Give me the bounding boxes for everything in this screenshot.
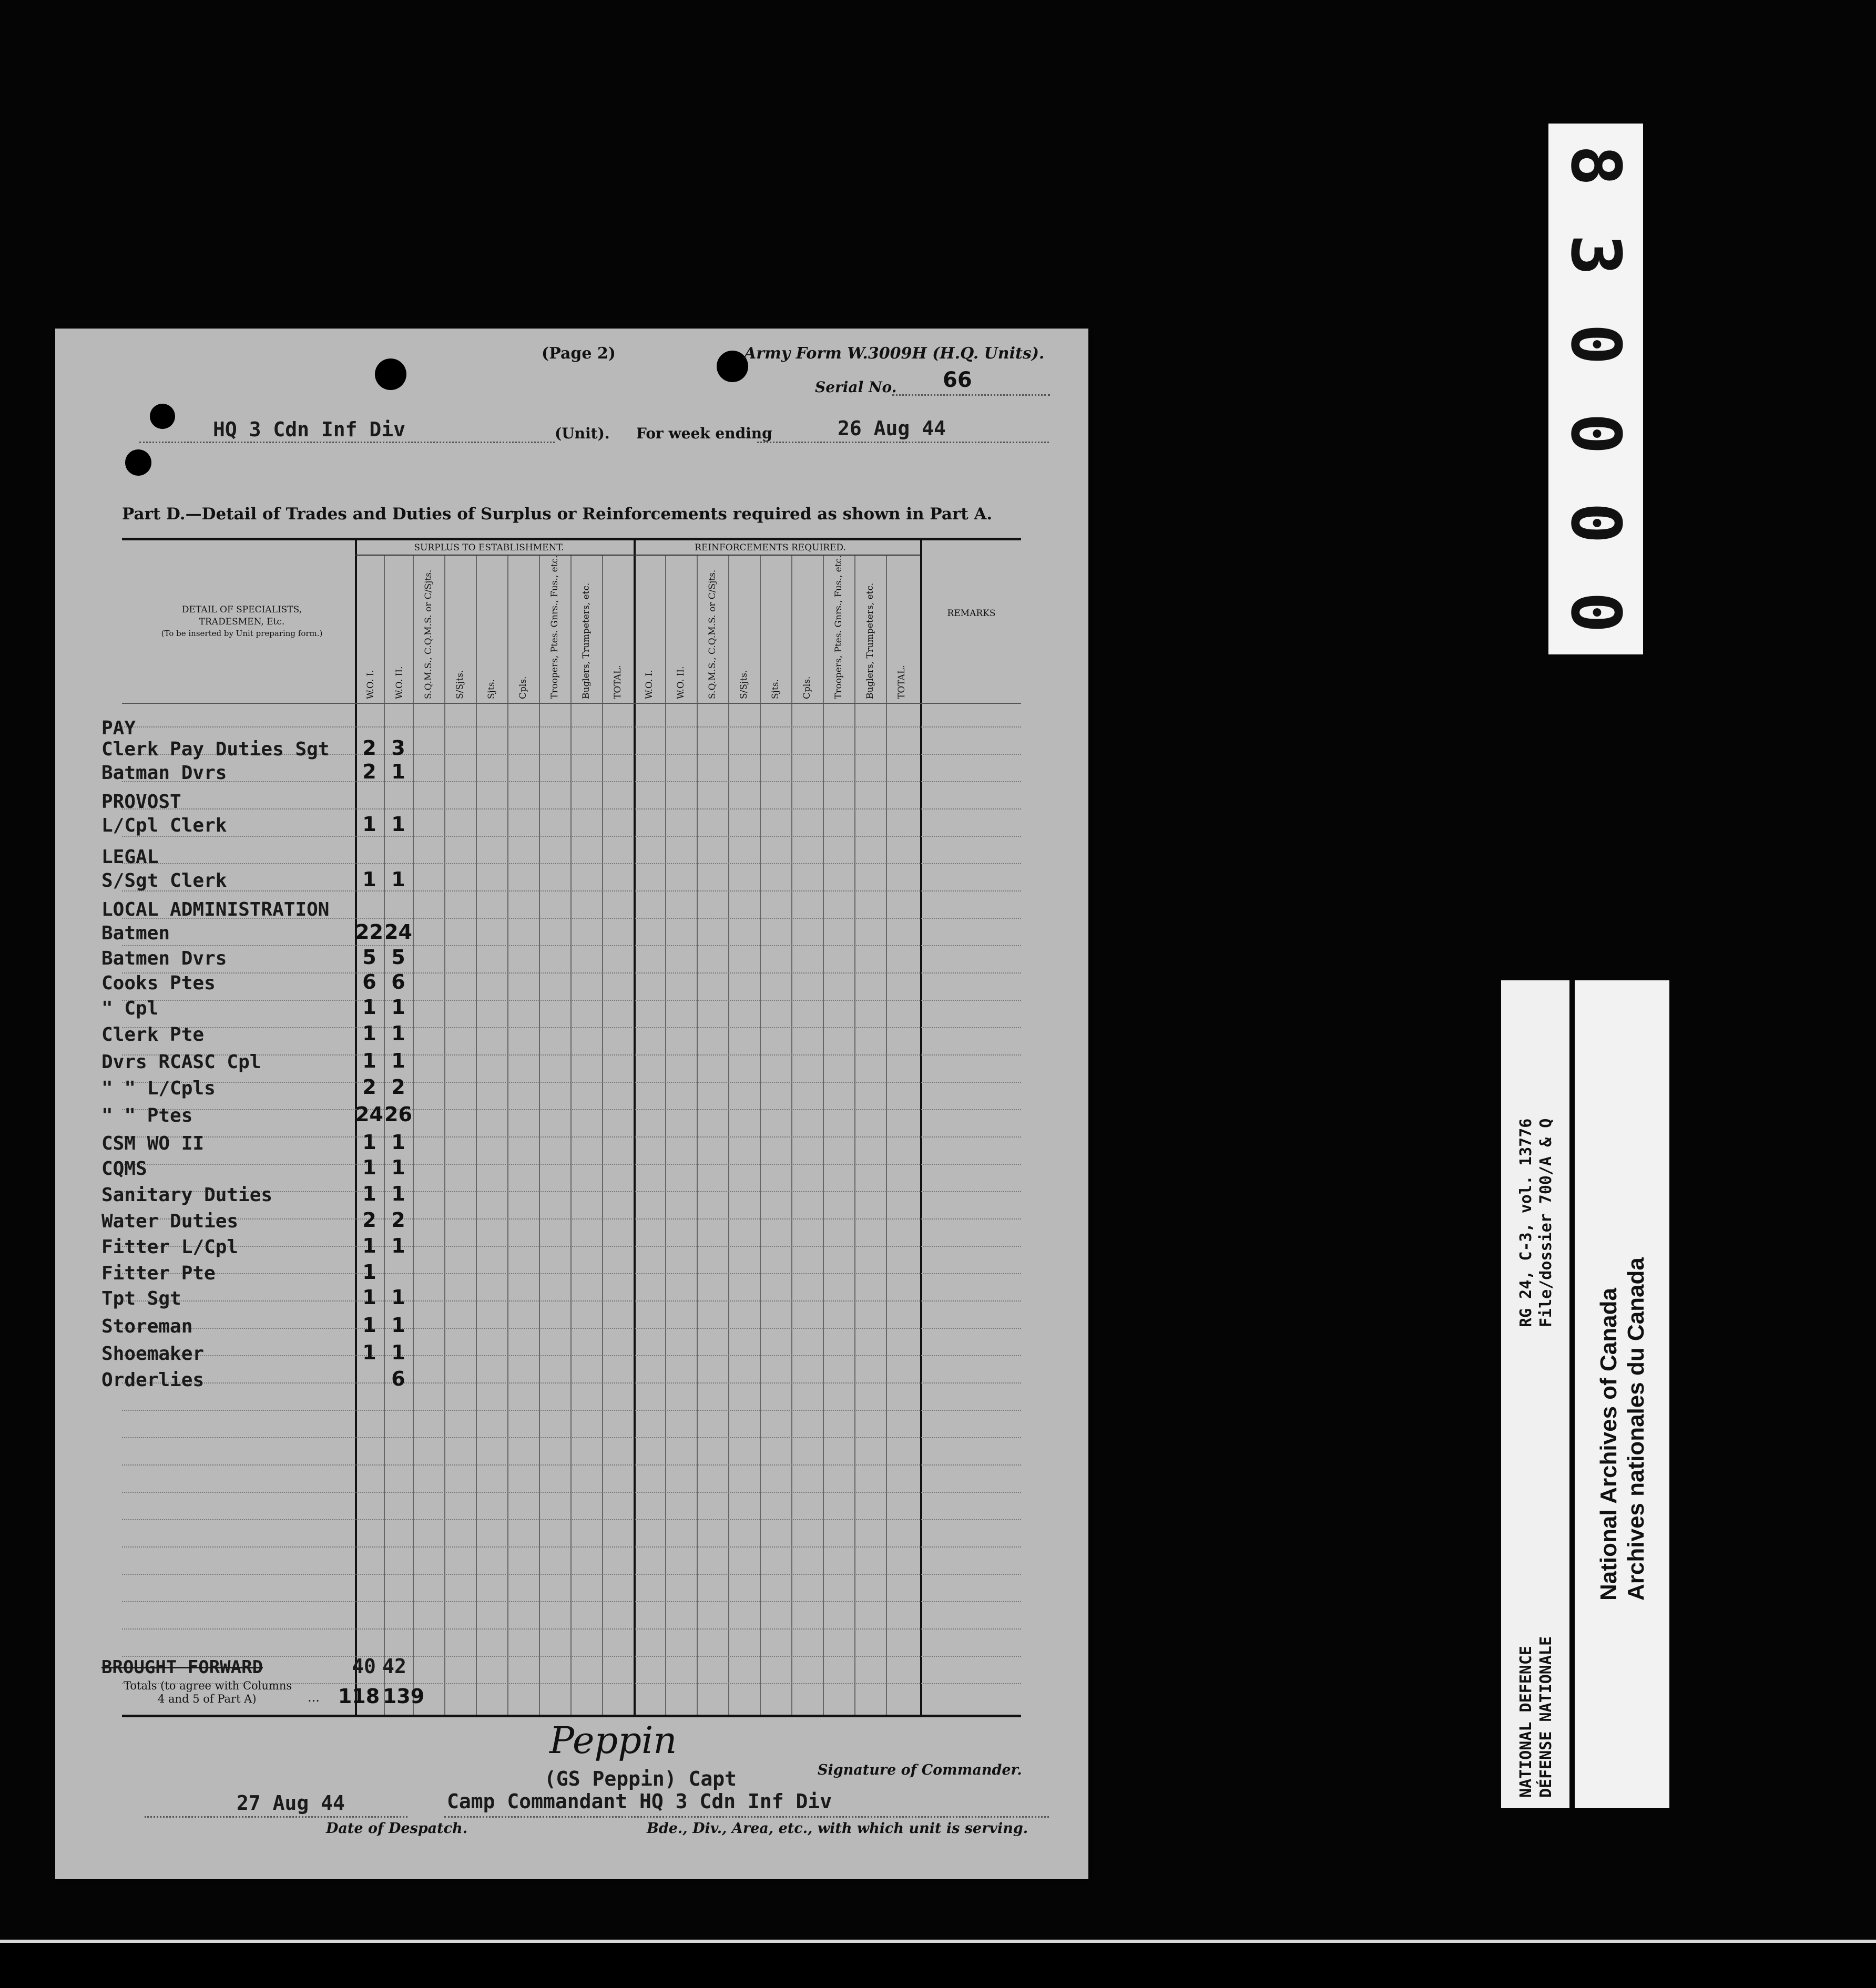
signature-label: Signature of Commander. xyxy=(818,1762,1022,1778)
cell-wo2: 1 xyxy=(391,1314,405,1337)
cell-wo2: 3 xyxy=(391,736,405,760)
section-heading: LEGAL xyxy=(101,846,159,868)
totals-label-2: 4 and 5 of Part A) xyxy=(158,1693,257,1705)
film-digit: 0 xyxy=(1556,323,1636,365)
bde-label: Bde., Div., Area, etc., with which unit is serving. xyxy=(647,1820,1028,1837)
column-header: Troopers, Ptes. Gnrs., Fus., etc. xyxy=(549,555,560,699)
cell-wo2: 1 xyxy=(391,1182,405,1205)
column-header: S/Sjts. xyxy=(455,670,465,699)
cell-wo2: 1 xyxy=(391,1049,405,1072)
trade-label: Clerk Pay Duties Sgt xyxy=(101,739,330,760)
column-header: W.O. I. xyxy=(365,670,376,699)
cell-wo1: 2 xyxy=(362,1075,376,1099)
column-header: TOTAL. xyxy=(613,665,623,699)
commander-title: Camp Commandant HQ 3 Cdn Inf Div xyxy=(447,1790,832,1813)
dept-line2: DÉFENSE NATIONALE xyxy=(1537,1636,1555,1798)
column-header: Sjts. xyxy=(486,679,497,699)
trade-label: Orderlies xyxy=(101,1369,205,1391)
nac-fr: Archives nationales du Canada xyxy=(1623,1257,1649,1601)
film-digit: 0 xyxy=(1556,502,1636,544)
trade-label: Batmen Dvrs xyxy=(101,948,227,969)
trade-label: Sanitary Duties xyxy=(101,1184,273,1206)
cell-wo1: 1 xyxy=(362,1182,376,1205)
trade-label: CQMS xyxy=(101,1158,147,1180)
column-header: Buglers, Trumpeters, etc. xyxy=(865,582,875,699)
serial-value: 66 xyxy=(943,368,972,392)
cell-wo1: 1 xyxy=(362,868,376,891)
film-border xyxy=(0,1940,1876,1988)
cell-wo1: 6 xyxy=(362,970,376,993)
cell-wo1: 1 xyxy=(362,813,376,836)
bf-wo2: 42 xyxy=(382,1655,406,1678)
cell-wo1: 5 xyxy=(362,946,376,969)
detail-header-3: (To be inserted by Unit preparing form.) xyxy=(161,629,323,638)
form-sheet xyxy=(55,329,1088,1879)
cell-wo2: 1 xyxy=(391,1156,405,1179)
film-digit: 3 xyxy=(1556,234,1636,276)
cell-wo2: 1 xyxy=(391,1234,405,1257)
totals-dots: ... xyxy=(308,1690,320,1705)
cell-wo1: 2 xyxy=(362,760,376,783)
archive-ref-line2: File/dossier 700/A & Q xyxy=(1537,1118,1555,1327)
part-title: Part D.—Detail of Trades and Duties of Surplus or Reinforcements required as shown in Part A. xyxy=(122,505,993,524)
trade-label: Clerk Pte xyxy=(101,1024,205,1046)
film-digit: 8 xyxy=(1556,145,1636,187)
trade-label: L/Cpl Clerk xyxy=(101,815,227,836)
cell-wo1: 2 xyxy=(362,1208,376,1232)
cell-wo1: 22 xyxy=(355,920,383,944)
trade-label: S/Sgt Clerk xyxy=(101,870,227,891)
nac-en: National Archives of Canada xyxy=(1596,1288,1622,1601)
cell-wo2: 26 xyxy=(384,1103,412,1126)
despatch-date-label: Date of Despatch. xyxy=(326,1820,468,1837)
film-digit: 0 xyxy=(1556,591,1636,633)
commander-name: (GS Peppin) Capt xyxy=(544,1767,737,1790)
cell-wo2: 2 xyxy=(391,1075,405,1099)
surplus-header: SURPLUS TO ESTABLISHMENT. xyxy=(414,542,564,553)
cell-wo1: 1 xyxy=(362,1234,376,1257)
trade-label: Tpt Sgt xyxy=(101,1288,181,1309)
reinforcements-header: REINFORCEMENTS REQUIRED. xyxy=(695,542,846,553)
trade-label: Shoemaker xyxy=(101,1343,205,1365)
cell-wo1: 1 xyxy=(362,1049,376,1072)
cell-wo1: 24 xyxy=(355,1103,383,1126)
cell-wo2: 2 xyxy=(391,1208,405,1232)
trade-label: " " Ptes xyxy=(101,1105,193,1126)
trade-label: Cooks Ptes xyxy=(101,972,216,994)
punch-hole xyxy=(150,404,175,429)
archive-ref-line1: RG 24, C-3, vol. 13776 xyxy=(1517,1118,1535,1327)
column-header: Cpls. xyxy=(802,676,812,699)
section-heading: PROVOST xyxy=(101,791,181,813)
column-header: S.Q.M.S., C.Q.M.S. or C/Sjts. xyxy=(423,569,434,699)
trade-label: Dvrs RCASC Cpl xyxy=(101,1051,261,1073)
page-number: (Page 2) xyxy=(542,344,616,363)
cell-wo1: 1 xyxy=(362,1156,376,1179)
column-header: W.O. I. xyxy=(644,670,655,699)
column-header: Sjts. xyxy=(770,679,781,699)
cell-wo1: 1 xyxy=(362,1131,376,1154)
cell-wo2: 1 xyxy=(391,760,405,783)
archives-canada-card xyxy=(1575,980,1669,1808)
cell-wo1: 1 xyxy=(362,996,376,1019)
despatch-date: 27 Aug 44 xyxy=(237,1791,345,1815)
column-header: Troopers, Ptes. Gnrs., Fus., etc. xyxy=(833,555,844,699)
trade-label: Fitter Pte xyxy=(101,1263,216,1284)
bf-wo1: 40 xyxy=(352,1655,376,1678)
column-header: S/Sjts. xyxy=(739,670,749,699)
detail-header-2: TRADESMEN, Etc. xyxy=(199,617,285,627)
week-label: For week ending xyxy=(636,425,772,442)
cell-wo2: 1 xyxy=(391,868,405,891)
cell-wo2: 1 xyxy=(391,1022,405,1045)
cell-wo2: 5 xyxy=(391,946,405,969)
trade-label: Storeman xyxy=(101,1316,193,1337)
cell-wo2: 1 xyxy=(391,813,405,836)
cell-wo2: 1 xyxy=(391,996,405,1019)
column-header: W.O. II. xyxy=(394,666,405,699)
cell-wo1: 1 xyxy=(362,1314,376,1337)
totals-wo2: 139 xyxy=(382,1685,425,1708)
cell-wo1: 1 xyxy=(362,1341,376,1364)
punch-hole xyxy=(717,351,748,382)
cell-wo1: 1 xyxy=(362,1261,376,1284)
week-value: 26 Aug 44 xyxy=(838,417,946,440)
cell-wo1: 1 xyxy=(362,1286,376,1309)
remarks-header: REMARKS xyxy=(947,608,996,619)
trade-label: " " L/Cpls xyxy=(101,1078,216,1099)
cell-wo2: 1 xyxy=(391,1341,405,1364)
cell-wo2: 6 xyxy=(391,970,405,993)
trade-label: Batman Dvrs xyxy=(101,762,227,784)
column-header: TOTAL. xyxy=(896,665,907,699)
punch-hole xyxy=(375,358,406,390)
serial-label: Serial No. xyxy=(815,378,897,396)
dept-line1: NATIONAL DEFENCE xyxy=(1517,1646,1535,1798)
totals-wo1: 118 xyxy=(338,1685,380,1708)
detail-header-1: DETAIL OF SPECIALISTS, xyxy=(181,604,302,615)
army-form-title: Army Form W.3009H (H.Q. Units). xyxy=(744,344,1045,363)
signature-scrawl: Peppin xyxy=(549,1719,677,1762)
brought-forward-label: BROUGHT FORWARD xyxy=(101,1657,263,1678)
totals-label-1: Totals (to agree with Columns xyxy=(124,1679,292,1692)
archive-reference-card xyxy=(1501,980,1569,1808)
cell-wo1: 2 xyxy=(362,736,376,760)
film-digit: 0 xyxy=(1556,413,1636,455)
trade-label: " Cpl xyxy=(101,998,159,1019)
trade-label: Batmen xyxy=(101,923,170,944)
cell-wo2: 1 xyxy=(391,1131,405,1154)
cell-wo2: 1 xyxy=(391,1286,405,1309)
column-header: Cpls. xyxy=(518,676,528,699)
trade-label: Water Duties xyxy=(101,1211,239,1232)
trade-label: CSM WO II xyxy=(101,1133,205,1154)
section-heading: PAY xyxy=(101,718,136,739)
cell-wo2: 24 xyxy=(384,920,412,944)
cell-wo1: 1 xyxy=(362,1022,376,1045)
punch-hole xyxy=(125,449,151,476)
column-header: Buglers, Trumpeters, etc. xyxy=(581,582,592,699)
column-header: S.Q.M.S., C.Q.M.S. or C/Sjts. xyxy=(707,569,718,699)
trade-label: Fitter L/Cpl xyxy=(101,1236,239,1258)
cell-wo2: 6 xyxy=(391,1367,405,1390)
film-number xyxy=(1556,131,1636,647)
section-heading: LOCAL ADMINISTRATION xyxy=(101,899,330,920)
unit-value: HQ 3 Cdn Inf Div xyxy=(213,418,406,441)
unit-label: (Unit). xyxy=(555,425,610,442)
column-header: W.O. II. xyxy=(676,666,686,699)
